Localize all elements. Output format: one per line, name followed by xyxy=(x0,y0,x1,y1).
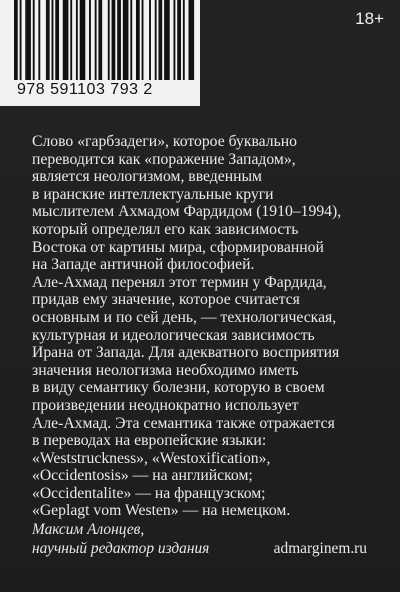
text-line: является неологизмом, введенным xyxy=(32,168,262,186)
text-line: Але-Ахмад. Эта семантика также отражается xyxy=(32,414,335,432)
annotation-text xyxy=(32,133,372,520)
text-line: «Occidentosis» — на английском; xyxy=(32,467,253,485)
editor-credit xyxy=(32,521,209,558)
text-line: мыслителем Ахмадом Фардидом (1910–1994), xyxy=(32,203,342,221)
text-line: Але-Ахмад перенял этот термин у Фардида, xyxy=(32,273,327,291)
editor-role: научный редактор издания xyxy=(32,539,210,557)
text-line: на Западе античной философией. xyxy=(32,256,255,274)
text-line: в иранские интеллектуальные круги xyxy=(32,185,274,203)
text-line: «Geplagt vom Westen» — на немецком. xyxy=(32,502,291,520)
age-rating: 18+ xyxy=(355,9,384,28)
editor-name: Максим Алонцев, xyxy=(32,521,145,538)
text-line: в переводах на европейские языки: xyxy=(32,432,267,450)
barcode-icon xyxy=(14,0,196,80)
text-line: «Weststruckness», «Westoxification», xyxy=(32,449,271,467)
publisher-website: admarginem.ru xyxy=(273,540,367,557)
isbn-number: 978 591103 793 2 xyxy=(17,81,153,98)
text-line: в виду семантику болезни, которую в своем xyxy=(32,379,325,397)
text-line: Востока от картины мира, сформированной xyxy=(32,238,324,256)
text-line: «Occidentalite» — на французском; xyxy=(32,484,266,502)
text-line: основным и по сей день, — технологическая, xyxy=(32,308,337,326)
text-line: произведении неоднократно использует xyxy=(32,396,299,414)
text-line: переводится как «поражение Западом», xyxy=(32,150,296,168)
text-line: Ирана от Запада. Для адекватного восприятия xyxy=(32,344,340,362)
barcode-area xyxy=(0,0,200,106)
text-line: который определял его как зависимость xyxy=(32,220,299,238)
text-line: значения неологизма необходимо иметь xyxy=(32,361,299,379)
text-line: культурная и идеологическая зависимость xyxy=(32,326,315,344)
text-line: Слово «гарбзадеги», которое буквально xyxy=(32,133,297,150)
text-line: придав ему значение, которое считается xyxy=(32,291,300,309)
